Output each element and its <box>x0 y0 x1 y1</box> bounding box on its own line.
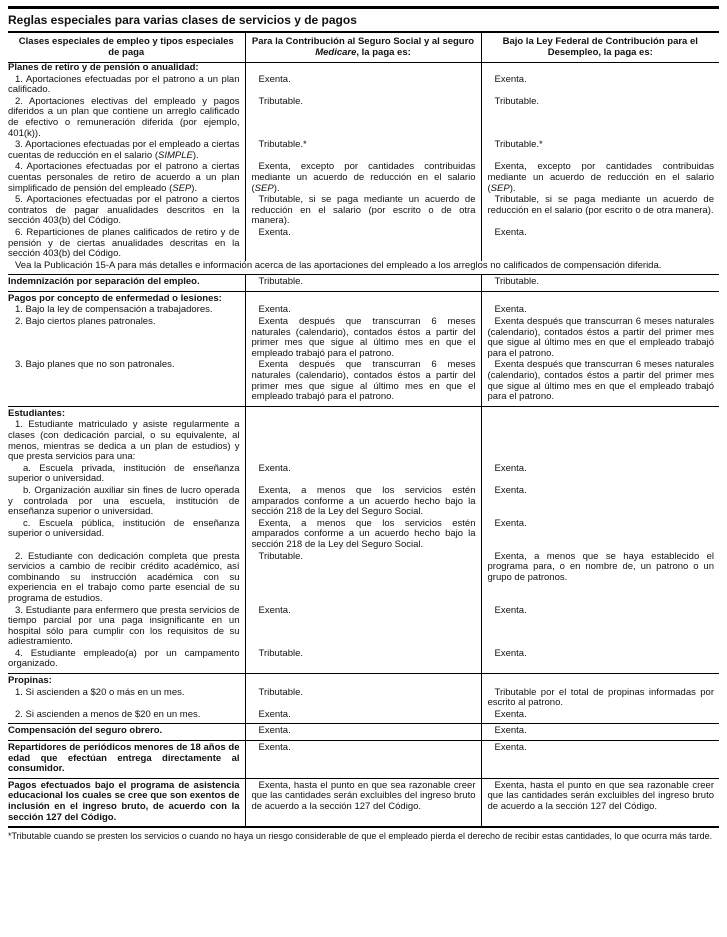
futa-cell: Exenta. <box>481 75 719 97</box>
ss-medicare-cell: Tributable.* <box>245 140 481 162</box>
category-cell: 1. Aportaciones efectuadas por el patrono a un plan calificado. <box>8 73 240 96</box>
table-row <box>8 275 719 292</box>
category-cell: Planes de retiro y de pensión o anualidad: <box>8 62 199 73</box>
futa-cell: Exenta. <box>481 724 719 741</box>
futa-cell <box>481 420 719 463</box>
futa-cell: Exenta, hasta el punto en que sea razonable creer que las cantidades serán excluibles del ingreso bruto de acuerdo a la sección 127 del Código. <box>481 778 719 827</box>
table-row <box>8 606 719 649</box>
ss-medicare-cell <box>245 674 481 688</box>
table-body <box>8 63 719 828</box>
footnote: *Tributable cuando se presten los servicios o cuando no haya un riesgo considerable de que el empleado pierda el derecho de recibir estas cantidades, lo que ocurra más tarde. <box>8 831 713 842</box>
table-row <box>8 649 719 674</box>
ss-medicare-cell: Tributable. <box>245 275 481 292</box>
table-title: Reglas especiales para varias clases de servicios y de pagos <box>8 6 719 33</box>
table-row <box>8 63 719 75</box>
table-row <box>8 75 719 97</box>
table-row <box>8 552 719 606</box>
futa-cell <box>481 63 719 75</box>
table-header-row <box>8 33 719 63</box>
ss-medicare-cell: Exenta. <box>245 305 481 317</box>
category-cell: Pagos por concepto de enfermedad o lesiones: <box>8 291 245 305</box>
table-row <box>8 741 719 779</box>
ss-medicare-cell: Tributable. <box>245 649 481 674</box>
category-cell: 2. Estudiante con dedicación completa que presta servicios a cambio de recibir crédito académico, así combinando su instrucción académica con su experiencia en el trabajo como parte esencial de su programa de estudios. <box>8 550 240 604</box>
table-row <box>8 724 719 741</box>
category-cell: 3. Aportaciones efectuadas por el empleado a ciertas cuentas de reducción en el salario (SIMPLE). <box>8 139 240 161</box>
ss-medicare-cell: Tributable. <box>245 552 481 606</box>
futa-cell <box>481 406 719 420</box>
ss-medicare-cell: Tributable, si se paga mediante un acuerdo de reducción en el salario (por escrito o de otra manera). <box>245 195 481 228</box>
category-cell: Compensación del seguro obrero. <box>8 724 245 741</box>
ss-medicare-cell: Tributable. <box>245 688 481 710</box>
category-cell: Propinas: <box>8 674 245 688</box>
category-cell: 1. Bajo la ley de compensación a trabajadores. <box>15 304 213 316</box>
ss-medicare-cell <box>245 291 481 305</box>
table-row <box>8 261 719 275</box>
ss-medicare-cell: Exenta, excepto por cantidades contribuidas mediante un acuerdo de reducción en el salario (SEP). <box>245 162 481 195</box>
futa-cell: Exenta después que transcurran 6 meses naturales (calendario), contados éstos a partir del primer mes que sigue al último mes en que el empleado trabajó para el patrono. <box>481 317 719 360</box>
futa-cell: Tributable. <box>481 97 719 140</box>
futa-cell: Exenta, excepto por cantidades contribuidas mediante un acuerdo de reducción en el salario (SEP). <box>481 162 719 195</box>
table-row <box>8 486 719 519</box>
table-row <box>8 710 719 724</box>
futa-cell: Tributable.* <box>481 140 719 162</box>
ss-medicare-cell: Exenta. <box>245 710 481 724</box>
category-cell: 5. Aportaciones efectuadas por el patrono a ciertos contratos de pagar anualidades descritos en la sección 403(b) del Código. <box>8 194 240 227</box>
table-row <box>8 195 719 228</box>
table-row <box>8 97 719 140</box>
table-row <box>8 688 719 710</box>
category-cell: Repartidores de periódicos menores de 18 años de edad que efectúan entrega directamente al consumidor. <box>8 741 245 779</box>
table-row <box>8 140 719 162</box>
futa-cell: Exenta. <box>481 464 719 486</box>
ss-medicare-cell: Exenta. <box>245 75 481 97</box>
ss-medicare-cell <box>245 420 481 463</box>
table-row <box>8 162 719 195</box>
table-row <box>8 291 719 305</box>
ss-medicare-cell: Exenta, hasta el punto en que sea razonable creer que las cantidades serán excluibles del ingreso bruto de acuerdo a la sección 127 del Código. <box>245 778 481 827</box>
futa-cell: Tributable, si se paga mediante un acuerdo de reducción en el salario (por escrito o de otra manera). <box>481 195 719 228</box>
futa-cell: Exenta. <box>481 228 719 261</box>
category-cell: 1. Si ascienden a $20 o más en un mes. <box>15 686 185 698</box>
ss-medicare-cell: Exenta después que transcurran 6 meses naturales (calendario), contados éstos a partir del primer mes que sigue al último mes en que el empleado trabajó para el patrono. <box>245 360 481 406</box>
table-row <box>8 406 719 420</box>
table-row <box>8 360 719 406</box>
ss-medicare-cell: Exenta después que transcurran 6 meses naturales (calendario), contados éstos a partir del primer mes que sigue al último mes en que el empleado trabajó para el patrono. <box>245 317 481 360</box>
futa-cell: Tributable. <box>481 275 719 292</box>
ss-medicare-cell: Tributable. <box>245 97 481 140</box>
ss-medicare-cell: Exenta. <box>245 724 481 741</box>
category-cell: 2. Aportaciones electivas del empleado y pagos diferidos a un plan que contiene un arreglo calificado de efectivo o remuneración diferida (por ejemplo, 401(k)). <box>8 95 240 139</box>
futa-cell: Exenta. <box>481 606 719 649</box>
futa-cell <box>481 291 719 305</box>
special-rules-table <box>8 33 719 828</box>
futa-cell: Exenta. <box>481 305 719 317</box>
futa-cell: Exenta. <box>481 519 719 552</box>
category-cell: b. Organización auxiliar sin fines de lucro operada y controlada por una escuela, institución de enseñanza superior o universidad. <box>8 484 240 518</box>
header-category-column: Clases especiales de empleo y tipos especiales de paga <box>8 33 245 63</box>
category-cell: 6. Reparticiones de planes calificados de retiro y de pensión y de ciertas anualidades descritas en la sección 403(b) del Código. <box>8 226 240 260</box>
category-cell: Pagos efectuados bajo el programa de asistencia educacional los cuales se cree que son exentos de inclusión en el ingreso bruto, de acuerdo con la sección 127 del Código. <box>8 778 245 827</box>
ss-medicare-cell: Exenta. <box>245 228 481 261</box>
futa-cell <box>481 674 719 688</box>
ss-medicare-cell: Exenta. <box>245 464 481 486</box>
futa-cell: Exenta después que transcurran 6 meses naturales (calendario), contados éstos a partir del primer mes que sigue al último mes en que el empleado trabajó para el patrono. <box>481 360 719 406</box>
futa-cell: Exenta. <box>481 486 719 519</box>
table-row <box>8 228 719 261</box>
table-row <box>8 317 719 360</box>
header-futa-column: Bajo la Ley Federal de Contribución para el Desempleo, la paga es: <box>481 33 719 63</box>
ss-medicare-cell: Exenta, a menos que los servicios estén amparados conforme a un acuerdo hecho bajo la sección 218 de la Ley del Seguro Social. <box>245 519 481 552</box>
category-cell: Estudiantes: <box>8 406 245 420</box>
category-cell: 3. Bajo planes que no son patronales. <box>15 359 175 371</box>
category-cell: Indemnización por separación del empleo. <box>8 275 245 292</box>
ss-medicare-cell <box>245 406 481 420</box>
category-cell: a. Escuela privada, institución de enseñanza superior o universidad. <box>8 462 240 485</box>
futa-cell: Exenta. <box>481 741 719 779</box>
table-row <box>8 674 719 688</box>
category-cell: 4. Aportaciones efectuadas por el patrono a ciertas cuentas personales de retiro de acuerdo a un plan simplificado de pensión del empleado (SEP). <box>8 161 240 194</box>
category-cell: c. Escuela pública, institución de enseñanza superior o universidad. <box>8 517 240 540</box>
publication-note-cell: Vea la Publicación 15-A para más detalles e información acerca de las aportaciones del empleado a los arreglos no calificados de compensación diferida. <box>15 259 662 271</box>
futa-cell: Exenta, a menos que se haya establecido el programa para, o en nombre de, un patrono o un grupo de patronos. <box>481 552 719 606</box>
category-cell: 2. Si ascienden a menos de $20 en un mes. <box>15 708 201 720</box>
futa-cell: Exenta. <box>481 710 719 724</box>
category-cell: 2. Bajo ciertos planes patronales. <box>15 316 156 328</box>
table-row <box>8 778 719 827</box>
category-cell: 1. Estudiante matriculado y asiste regularmente a clases (con dedicación parcial, o su equivalente, al menos, mientras se dedica a un plan de estudios) y que presta servicios para una: <box>8 419 240 463</box>
futa-cell: Tributable por el total de propinas informadas por escrito al patrono. <box>481 688 719 710</box>
ss-medicare-cell: Exenta, a menos que los servicios estén amparados conforme a un acuerdo hecho bajo la sección 218 de la Ley del Seguro Social. <box>245 486 481 519</box>
ss-medicare-cell <box>245 63 481 75</box>
header-ss-medicare-column: Para la Contribución al Seguro Social y al seguro Medicare, la paga es: <box>245 33 481 63</box>
category-cell: 3. Estudiante para enfermero que presta servicios de tiempo parcial por una paga insignificante en un hospital sólo para cumplir con los requisitos de su adiestramiento. <box>8 604 240 648</box>
futa-cell: Exenta. <box>481 649 719 674</box>
table-row <box>8 420 719 463</box>
table-row <box>8 519 719 552</box>
ss-medicare-cell: Exenta. <box>245 741 481 779</box>
table-row <box>8 464 719 486</box>
category-cell: 4. Estudiante empleado(a) por un campamento organizado. <box>8 647 240 670</box>
ss-medicare-cell: Exenta. <box>245 606 481 649</box>
